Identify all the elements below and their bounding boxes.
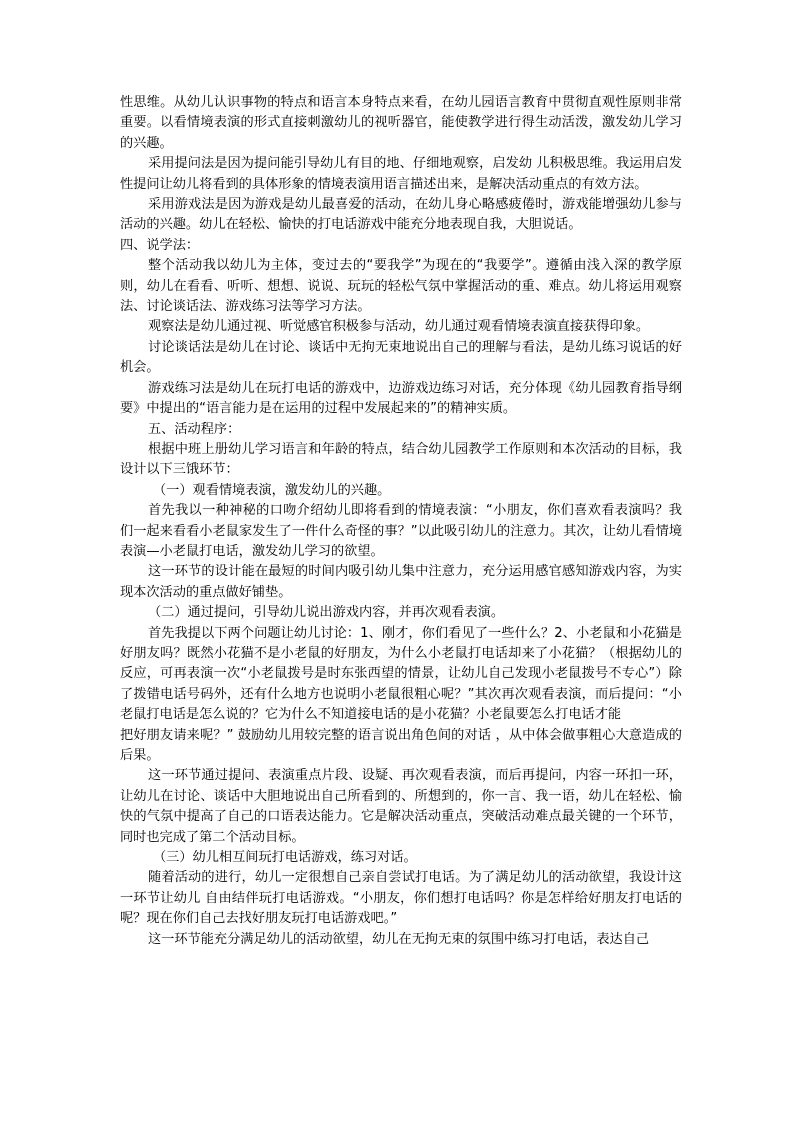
- paragraph: 采用提问法是因为提问能引导幼儿有目的地、仔细地观察，启发幼 儿积极思维。我运用启发性提问让幼儿将看到的具体形象的情境表演用语言描述出来，是解决活动重点的有效方法。: [120, 156, 682, 192]
- section-heading: 四、说学法：: [120, 237, 200, 253]
- paragraph: 这一环节通过提问、表演重点片段、设疑、再次观看表演，而后再提问，内容一环扣一环，让幼儿在讨论、谈话中大胆地说出自己所看到的、所想到的，你一言、我一语，幼儿在轻松、愉快的气氛中提高了自己的口语表达能力。它是解决活动重点，突破活动难点最关键的一个环节，同时也完成了第二个活动目标。: [120, 768, 682, 845]
- paragraph: 首先我以一种神秘的口吻介绍幼儿即将看到的情境表演：“小朋友，你们喜欢看表演吗？我们一起来看看小老鼠家发生了一件什么奇怪的事？”以此吸引幼儿的注意力。其次，让幼儿看情境表演—小老鼠打电话，激发幼儿学习的欲望。: [120, 503, 682, 559]
- document-page: [120, 93, 682, 950]
- paragraph: 这一环节的设计能在最短的时间内吸引幼儿集中注意力，充分运用感官感知游戏内容，为实现本次活动的重点做好铺垫。: [120, 564, 682, 600]
- subsection-heading: （三）幼儿相互间玩打电话游戏，练习对话。: [153, 850, 417, 866]
- paragraph: 首先我提以下两个问题让幼儿讨论：1、刚才，你们看见了一些什么？2、小老鼠和小花猫是好朋友吗？既然小花猫不是小老鼠的好朋友，为什么小老鼠打电话却来了小花猫？（根据幼儿的反应，可再表演一次“小老鼠拨号是时东张西望的情景，让幼儿自己发现小老鼠拨号不专心”）除了拨错电话号码外，还有什么地方也说明小老鼠很粗心呢？”其次再次观看表演，而后提问：“小老鼠打电话是怎么说的？它为什么不知道接电话的是小花猫？小老鼠要怎么打电话才能: [120, 625, 682, 723]
- paragraph: 观察法是幼儿通过视、听觉感官积极参与活动，幼儿通过观看情境表演直接获得印象。: [148, 319, 650, 335]
- paragraph: 根据中班上册幼儿学习语言和年龄的特点，结合幼儿园教学工作原则和本次活动的目标，我设计以下三饿环节：: [120, 441, 682, 478]
- subsection-heading: （二）通过提问，引导幼儿说出游戏内容，并再次观看表演。: [148, 605, 505, 621]
- paragraph: 讨论谈话法是幼儿在讨论、谈话中无拘无束地说出自己的理解与看法，是幼儿练习说话的好机会。: [120, 339, 682, 376]
- paragraph: 把好朋友请来呢？” 鼓励幼儿用较完整的语言说出角色间的对话 ，从中体会做事粗心大意造成的后果。: [120, 727, 682, 763]
- paragraph: 随着活动的进行，幼儿一定很想自己亲自尝试打电话。为了满足幼儿的活动欲望，我设计这一环节让幼儿 自由结伴玩打电话游戏。“小朋友，你们想打电话吗？你是怎样给好朋友打电话的呢？现在你们自己去找好朋友玩打电话游戏吧。”: [120, 870, 682, 927]
- paragraph: 整个活动我以幼儿为主体，变过去的“要我学”为现在的“我要学”。遵循由浅入深的教学原则，幼儿在看看、听听、想想、说说、玩玩的轻松气氛中掌握活动的重、难点。幼儿将运用观察法、讨论谈话法、游戏练习法等学习方法。: [120, 258, 682, 315]
- paragraph: 性思维。从幼儿认识事物的特点和语言本身特点来看，在幼儿园语言教育中贯彻直观性原则非常重要。以看情境表演的形式直接刺激幼儿的视听器官，能使教学进行得生动活泼，激发幼儿学习的兴趣。: [120, 95, 682, 151]
- subsection-heading: （一）观看情境表演，激发幼儿的兴趣。: [153, 482, 391, 498]
- section-heading: 五、活动程序：: [148, 421, 241, 437]
- paragraph: 这一环节能充分满足幼儿的活动欲望，幼儿在无拘无束的氛围中练习打电话，表达自己: [148, 931, 650, 947]
- paragraph: 游戏练习法是幼儿在玩打电话的游戏中，边游戏边练习对话，充分体现《幼儿园教育指导纲要》中提出的“语言能力是在运用的过程中发展起来的”的精神实质。: [120, 380, 682, 417]
- paragraph: 采用游戏法是因为游戏是幼儿最喜爱的活动，在幼儿身心略感疲倦时，游戏能增强幼儿参与活动的兴趣。幼儿在轻松、愉快的打电话游戏中能充分地表现自我，大胆说话。: [120, 197, 682, 233]
